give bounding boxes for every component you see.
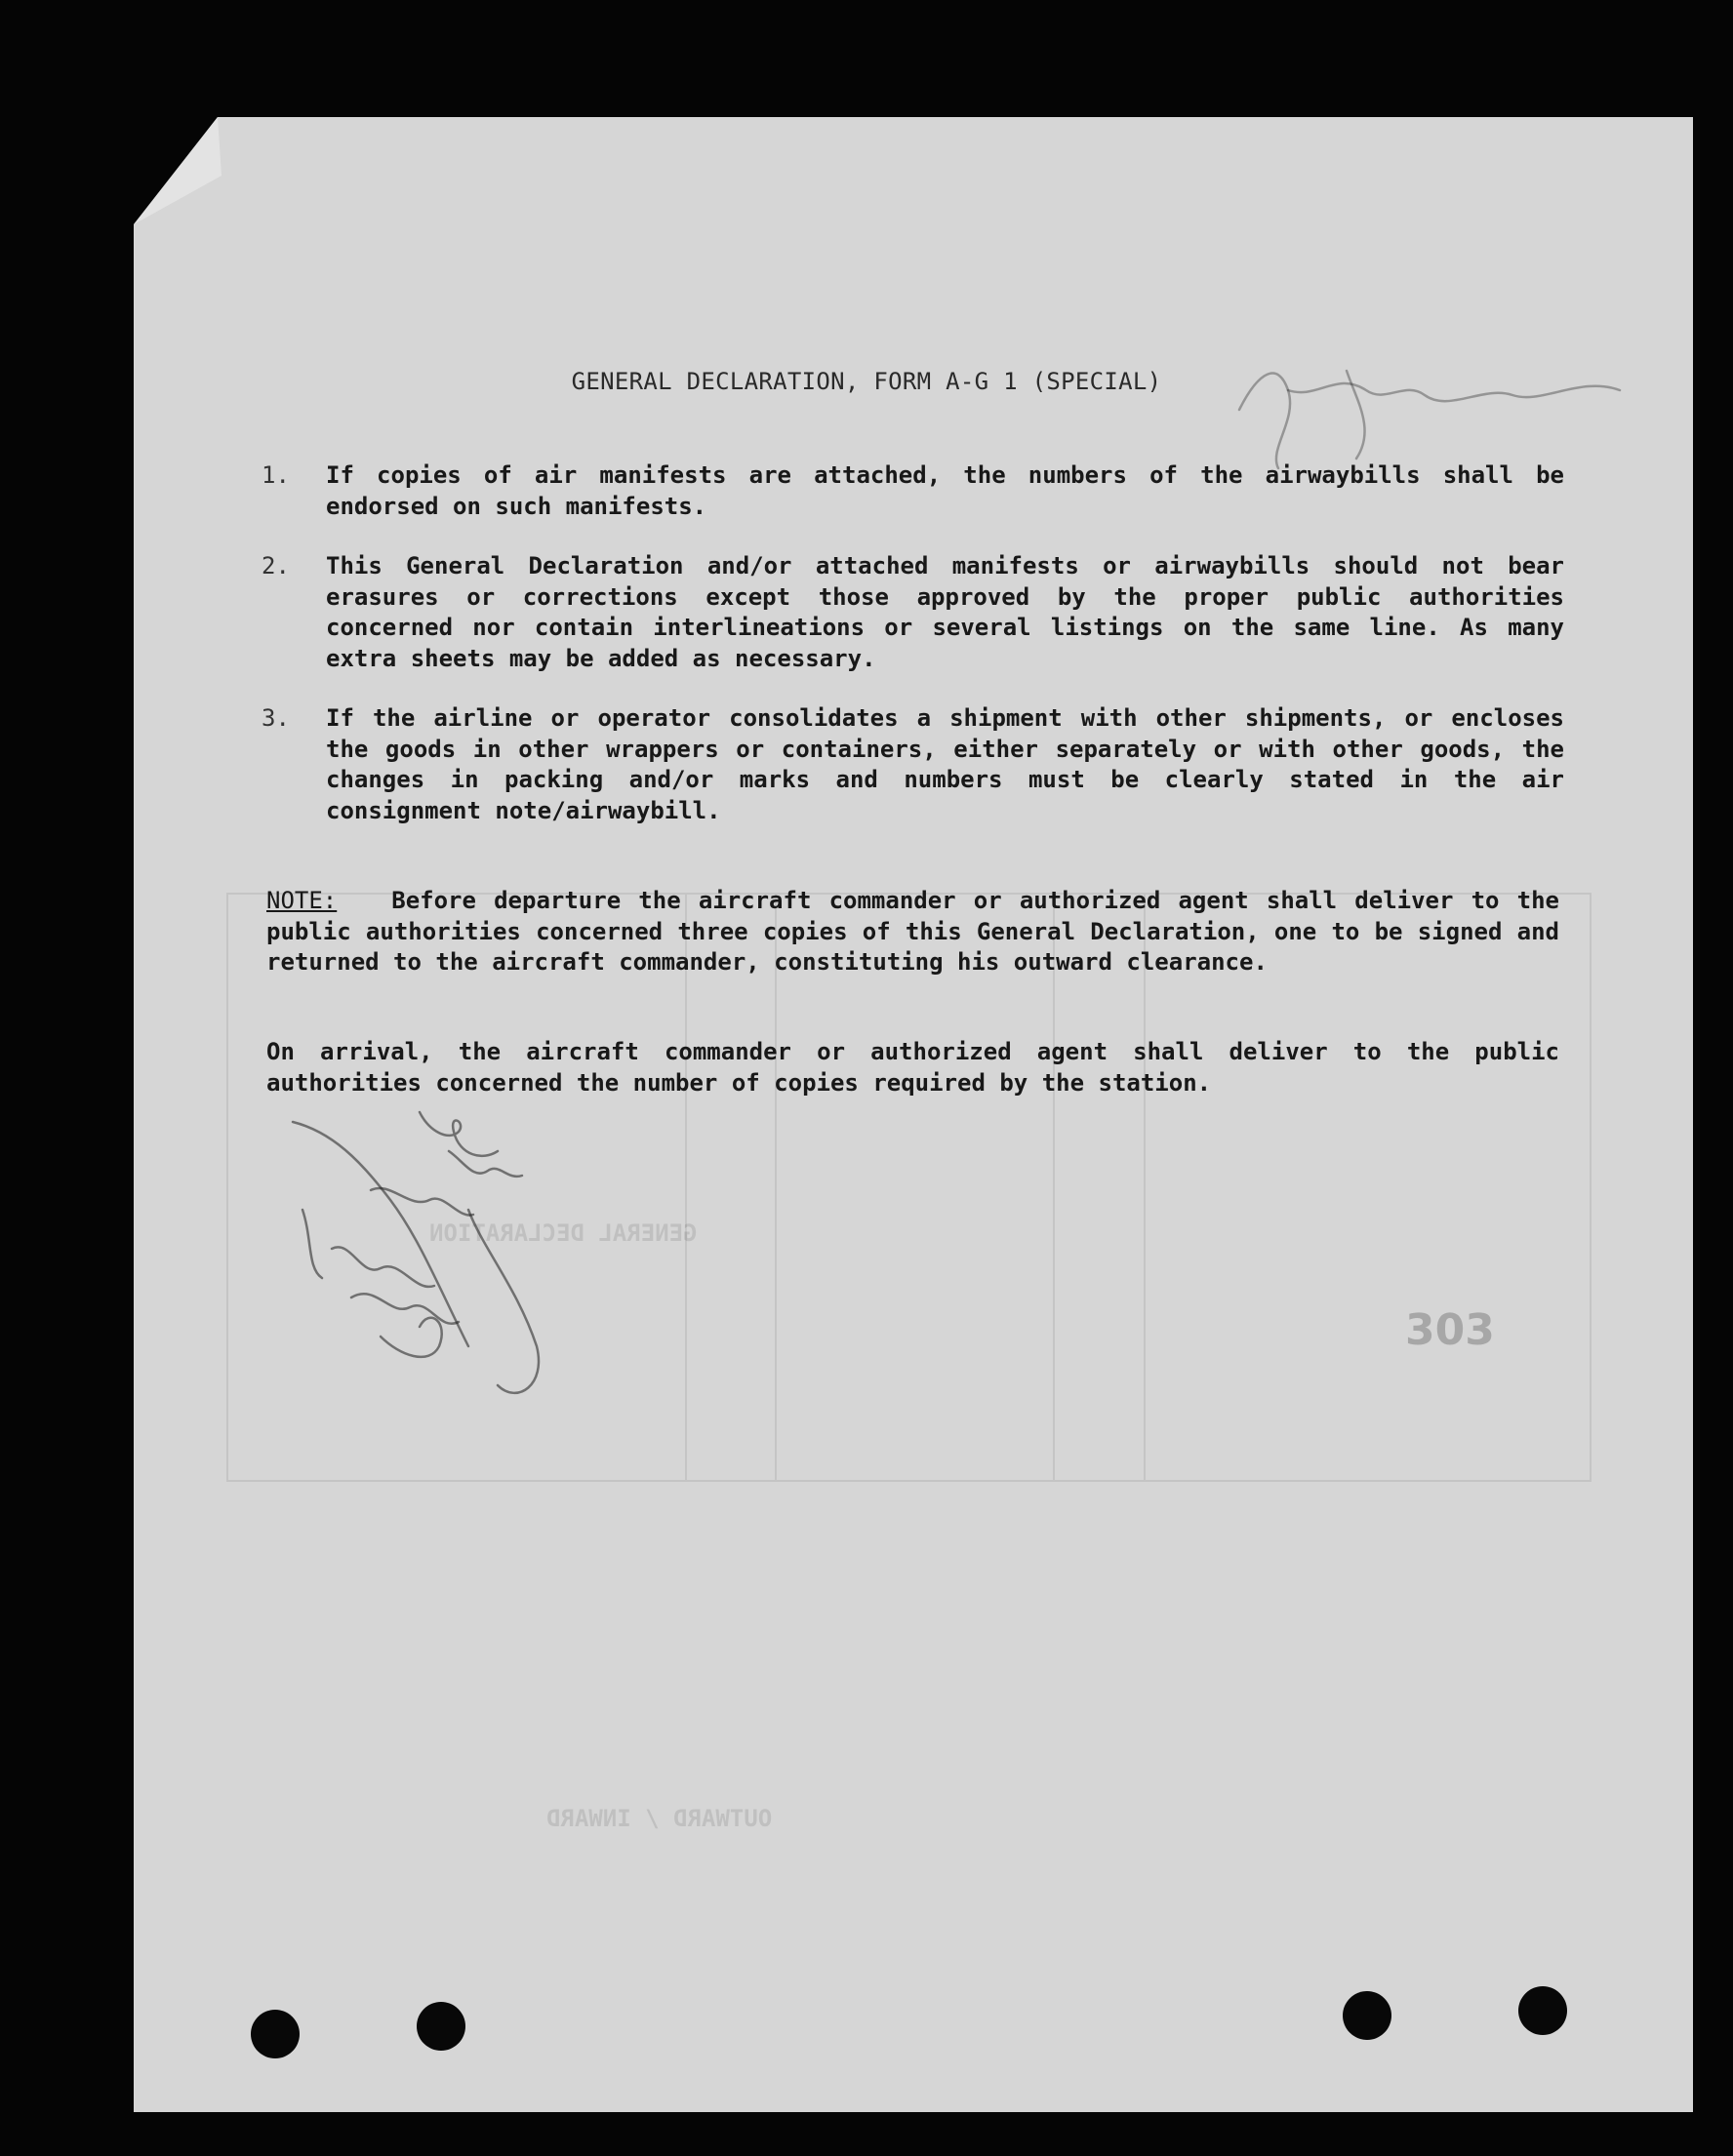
bleed-through-text: OUTWARD / INWARD — [546, 1805, 773, 1832]
arrival-paragraph: On arrival, the aircraft commander or authorized agent shall deliver to the public authorities concerned the number of copies required by the station. — [266, 1038, 1559, 1097]
note-paragraph — [266, 886, 1559, 978]
note-text: Before departure the aircraft commander or authorized agent shall deliver to the public authorities concerned three copies of this General Declaration, one to be signed and returned to the aircraft commander, constituting his outward clearance. — [266, 887, 1559, 976]
note-label: NOTE: — [266, 887, 338, 914]
instruction-item-3 — [262, 703, 1564, 826]
item-number: 3. — [262, 704, 290, 732]
item-text: If the airline or operator consolidates a shipment with other shipments, or encloses the goods in other wrappers or containers, either separately or with other goods, the changes in packing and/or marks and numbers must be clearly stated in the air consignment note/airwaybill. — [326, 704, 1564, 824]
item-text: If copies of air manifests are attached, the numbers of the airwaybills shall be endorsed on such manifests. — [326, 461, 1564, 520]
bleed-through-text: GENERAL DECLARATION — [429, 1219, 698, 1247]
punch-hole — [417, 2002, 465, 2051]
punch-hole — [251, 2010, 300, 2058]
instruction-item-2 — [262, 551, 1564, 674]
punch-hole — [1343, 1991, 1391, 2040]
item-number: 1. — [262, 461, 290, 489]
handwritten-annotation — [273, 1093, 664, 1444]
bleed-through-number: 303 — [1405, 1305, 1495, 1355]
handwritten-signature — [1229, 351, 1639, 488]
item-text: This General Declaration and/or attached manifests or airwaybills should not bear erasures or corrections except those approved by the proper public authorities concerned nor contain interlineations or several listings on the same line. As many extra sheets may be added as necessary. — [326, 552, 1564, 672]
document-title: GENERAL DECLARATION, FORM A-G 1 (SPECIAL) — [571, 368, 1162, 395]
punch-hole — [1518, 1986, 1567, 2035]
item-number: 2. — [262, 552, 290, 579]
